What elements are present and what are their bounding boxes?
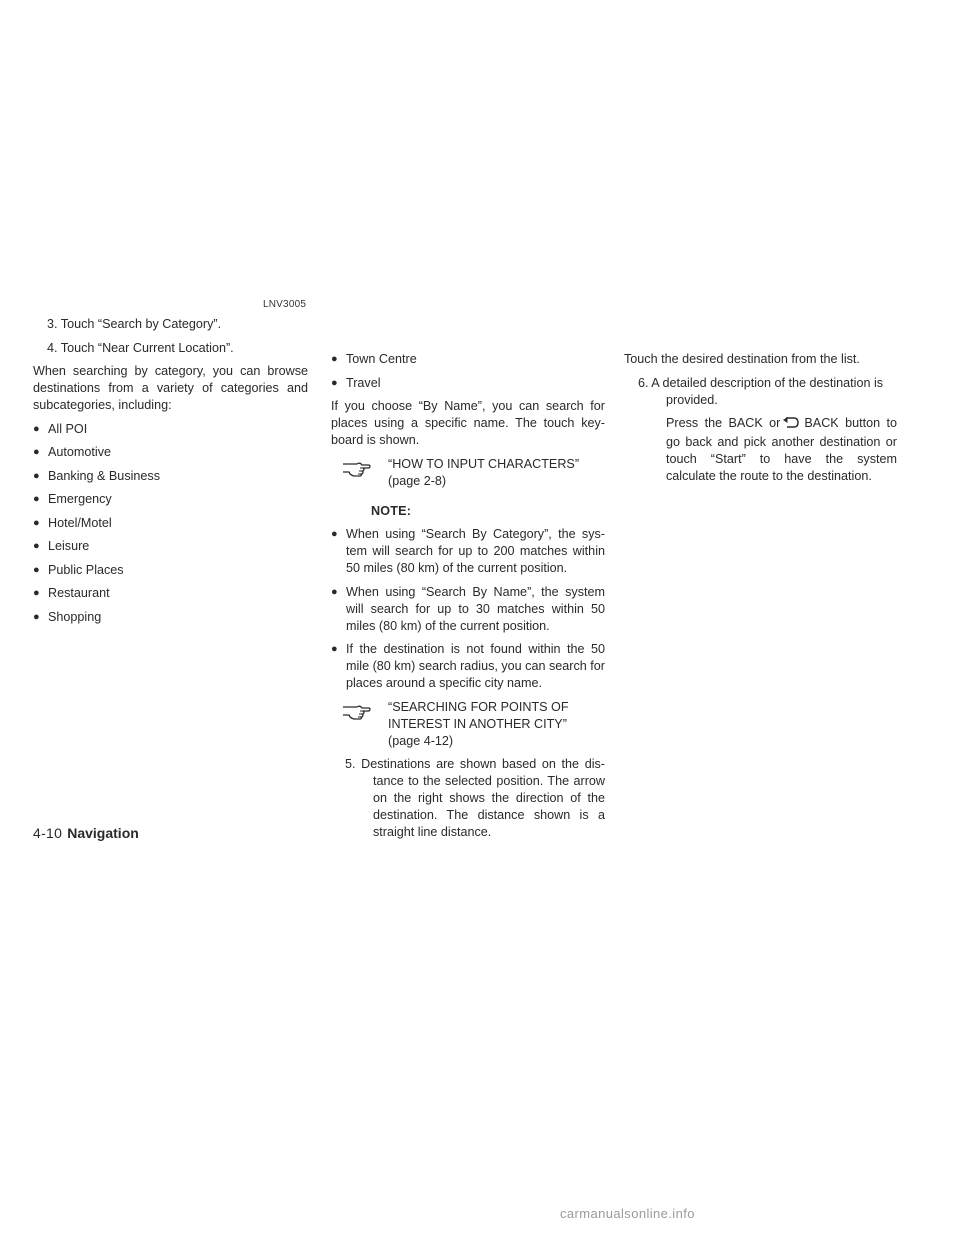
bullet-icon: ● — [33, 422, 40, 435]
step-6: 6. A detailed description of the destination is provided. — [638, 375, 884, 407]
reference-page: (page 2-8) — [388, 473, 447, 488]
list-item: ● Automotive — [33, 445, 111, 459]
reference-page: (page 4-12) — [388, 733, 454, 748]
list-item: ● Restaurant — [33, 586, 110, 600]
column-middle — [331, 351, 605, 841]
bullet-icon: ● — [331, 528, 338, 540]
bullet-icon: ● — [33, 587, 40, 599]
list-item: ● Shopping — [33, 609, 102, 624]
watermark: carmanualsonline.info — [560, 1206, 695, 1221]
bullet-icon: ● — [331, 376, 338, 389]
bullet-icon: ● — [33, 540, 40, 552]
bullet-icon: ● — [33, 469, 40, 482]
press-back-paragraph: Press the BACK or BACK button to go back and pick another destination or touch “Start” to have the system calculate the route to the destination. — [666, 416, 897, 483]
bullet-icon: ● — [33, 446, 40, 458]
step-5: 5. Destinations are shown based on the dis-tance to the selected position. The arrow on the right shows the direction of the destination. The distance shown is a straight line distance. — [345, 757, 605, 839]
page-footer — [33, 825, 139, 841]
section-title: Navigation — [67, 825, 139, 841]
column-right — [624, 351, 897, 485]
category-intro: When searching by category, you can browse destinations from a variety of categories and subcategories, including: — [33, 364, 308, 412]
by-name-paragraph: If you choose “By Name”, you can search for places using a specific name. The touch key-board is shown. — [331, 399, 605, 447]
reference-title: “HOW TO INPUT CHARACTERS” — [388, 456, 580, 471]
reference-title-line2: INTEREST IN ANOTHER CITY” — [388, 716, 567, 731]
pointing-hand-icon — [342, 700, 372, 725]
reference-poi-another-city — [331, 699, 605, 750]
list-item: ● Leisure — [33, 539, 90, 553]
reference-input-characters — [331, 456, 605, 490]
reference-title-line1: “SEARCHING FOR POINTS OF — [388, 699, 569, 714]
list-item: ● Hotel/Motel — [33, 515, 112, 530]
note-heading: NOTE: — [371, 503, 412, 518]
list-item: ● Public Places — [33, 562, 124, 577]
bullet-icon: ● — [331, 643, 338, 655]
list-item: ● All POI — [33, 421, 88, 436]
touch-destination: Touch the desired destination from the list. — [624, 352, 860, 366]
list-item: ● Emergency — [33, 492, 112, 506]
bullet-icon: ● — [331, 585, 338, 598]
list-item: ● When using “Search By Category”, the sys-tem will search for up to 200 matches within 50 miles (80 km) of the current position. — [331, 527, 605, 575]
bullet-icon: ● — [331, 353, 338, 365]
bullet-icon: ● — [33, 516, 40, 529]
list-item: ● If the destination is not found within the 50 mile (80 km) search radius, you can search for places around a specific city name. — [331, 642, 605, 690]
bullet-icon: ● — [33, 493, 40, 505]
page-number: 4-10 — [33, 825, 63, 841]
back-arrow-icon — [782, 416, 800, 434]
list-item: ● Travel — [331, 375, 381, 390]
step-4: 4. Touch “Near Current Location”. — [47, 340, 234, 355]
column-left — [33, 316, 308, 626]
pointing-hand-icon — [342, 457, 372, 482]
list-item: ● When using “Search By Name”, the system will search for up to 30 matches within 50 miles (80 km) of the current position. — [331, 584, 605, 633]
bullet-icon: ● — [33, 563, 40, 576]
list-item: ● Banking & Business — [33, 468, 161, 483]
list-item: ● Town Centre — [331, 352, 417, 366]
figure-label: LNV3005 — [263, 299, 307, 310]
step-3: 3. Touch “Search by Category”. — [47, 317, 222, 331]
bullet-icon: ● — [33, 610, 40, 623]
